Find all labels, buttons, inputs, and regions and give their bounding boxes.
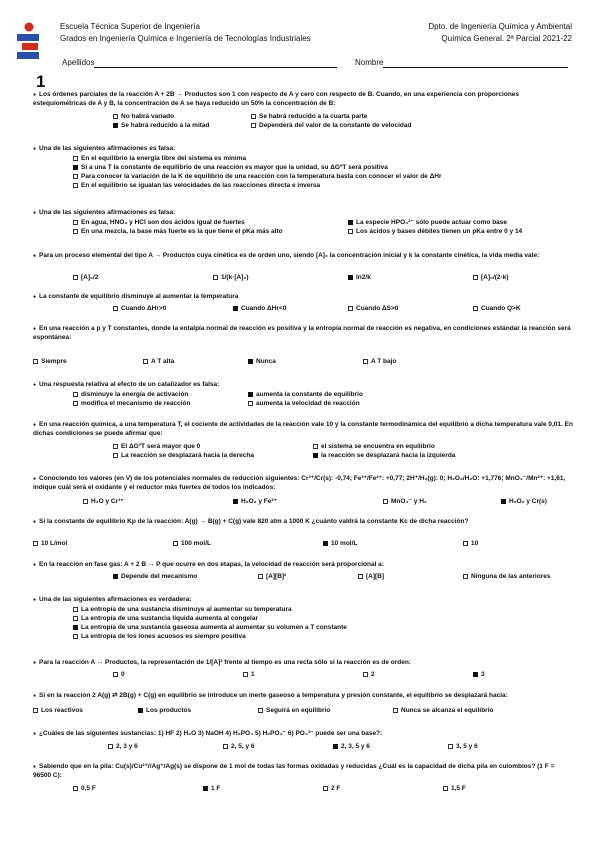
- bullet-icon: ●: [33, 422, 37, 428]
- answer-option[interactable]: [383, 497, 427, 506]
- bullet-icon: ●: [33, 253, 37, 259]
- answer-row: [33, 399, 573, 408]
- answer-option[interactable]: [258, 572, 286, 581]
- answer-option[interactable]: [463, 572, 550, 581]
- answer-label: El ΔGºT será mayor que 0: [121, 443, 201, 450]
- question-4: [33, 252, 573, 261]
- answer-option[interactable]: [73, 218, 245, 227]
- unchecked-box-icon[interactable]: [33, 359, 38, 364]
- answer-label: 1/(k·[A]₀): [221, 274, 249, 281]
- bullet-icon: ●: [33, 660, 37, 666]
- answer-row: [33, 181, 573, 190]
- unchecked-box-icon[interactable]: [113, 444, 118, 449]
- answer-label: Para conocer la variación de la K de equilibrio de una reacción con la temperatura basta con conocer el valor de ΔHr: [81, 173, 442, 180]
- answer-option[interactable]: [358, 572, 384, 581]
- unchecked-box-icon[interactable]: [258, 574, 263, 579]
- question-text: La constante de equilibrio disminuye al aumentar la temperatura: [39, 293, 239, 300]
- answer-label: [A]₀/(2·k): [481, 274, 509, 281]
- answer-option[interactable]: [33, 706, 83, 715]
- answer-label: La especie HPO₄²⁻ sólo puede actuar como base: [356, 219, 508, 226]
- answer-option[interactable]: [113, 670, 125, 679]
- unchecked-box-icon[interactable]: [113, 114, 118, 119]
- answer-options: [33, 742, 573, 751]
- question-7: [33, 381, 573, 390]
- question-text: Si en la reacción 2 A(g) ⇄ 2B(g) + C(g) en equilibrio se introduce un inerte gaseoso a temperatura y presión constante, el equilibrio se desplazará hacia:: [39, 692, 508, 699]
- answer-option[interactable]: [73, 614, 258, 623]
- unchecked-box-icon[interactable]: [73, 229, 78, 234]
- answer-row: [33, 163, 573, 172]
- checked-box-icon[interactable]: [203, 786, 208, 791]
- checked-box-icon[interactable]: [473, 672, 478, 677]
- answer-options: [33, 218, 573, 236]
- answer-row: [33, 605, 573, 614]
- answer-options: [33, 605, 573, 641]
- answer-option[interactable]: [203, 784, 220, 793]
- unchecked-box-icon[interactable]: [113, 306, 118, 311]
- answer-label: aumenta la velocidad de reacción: [256, 400, 360, 407]
- question-13: [33, 659, 573, 668]
- answer-option[interactable]: [233, 304, 286, 313]
- question-text: Para un proceso elemental del tipo A → Productos cuya cinética es de orden uno, siendo [A]₀ la concentración inicial y k la constante cinética, la vida media vale:: [39, 252, 540, 259]
- answer-label: Dependerá del valor de la constante de velocidad: [259, 122, 412, 129]
- answer-label: disminuye la energía de activación: [81, 391, 189, 398]
- answer-option[interactable]: [251, 121, 411, 130]
- unchecked-box-icon[interactable]: [393, 708, 398, 713]
- answer-options: [33, 154, 573, 190]
- unchecked-box-icon[interactable]: [251, 114, 256, 119]
- answer-label: 1,5 F: [451, 785, 466, 792]
- answer-options: [33, 539, 573, 548]
- answer-label: Depende del mecanismo: [121, 573, 198, 580]
- answer-options: [33, 706, 573, 715]
- answer-option[interactable]: [108, 742, 138, 751]
- answer-label: La reacción se desplazará hacia la derecha: [121, 452, 254, 459]
- answer-label: Cuando ΔHr>0: [121, 305, 167, 312]
- checked-box-icon[interactable]: [113, 123, 118, 128]
- answer-option[interactable]: [73, 632, 246, 641]
- unchecked-box-icon[interactable]: [463, 574, 468, 579]
- answer-label: 100 mol/L: [181, 540, 211, 547]
- answer-label: Los reactivos: [41, 707, 83, 714]
- apellidos-field[interactable]: [62, 58, 337, 68]
- unchecked-box-icon[interactable]: [83, 499, 88, 504]
- answer-row: [33, 112, 573, 121]
- answer-option[interactable]: [33, 357, 67, 366]
- answer-option[interactable]: [323, 539, 357, 548]
- question-15: [33, 730, 573, 739]
- question-9: [33, 475, 573, 492]
- nombre-line: [383, 58, 568, 68]
- answer-row: [33, 623, 573, 632]
- answer-option[interactable]: [313, 442, 435, 451]
- question-10: [33, 518, 573, 527]
- bullet-icon: ●: [33, 146, 37, 152]
- answer-label: H₂O₂ y Fe²⁺: [241, 498, 277, 505]
- answer-option[interactable]: [113, 112, 174, 121]
- checked-box-icon[interactable]: [73, 165, 78, 170]
- answer-label: Siempre: [41, 358, 67, 365]
- answer-option[interactable]: [73, 623, 347, 632]
- unchecked-box-icon[interactable]: [73, 401, 78, 406]
- unchecked-box-icon[interactable]: [248, 401, 253, 406]
- answer-option[interactable]: [143, 357, 174, 366]
- answer-option[interactable]: [73, 172, 442, 181]
- question-5: [33, 293, 573, 302]
- question-14: [33, 692, 573, 701]
- checked-box-icon[interactable]: [73, 625, 78, 630]
- bullet-icon: ●: [33, 326, 37, 332]
- unchecked-box-icon[interactable]: [73, 786, 78, 791]
- answer-label: Los productos: [146, 707, 192, 714]
- answer-option[interactable]: [138, 706, 191, 715]
- unchecked-box-icon[interactable]: [243, 672, 248, 677]
- answer-label: No habrá variado: [121, 113, 175, 120]
- answer-label: A T bajo: [371, 358, 397, 365]
- unchecked-box-icon[interactable]: [348, 229, 353, 234]
- answer-option[interactable]: [113, 304, 166, 313]
- answer-option[interactable]: [363, 357, 396, 366]
- question-3: [33, 209, 573, 218]
- answer-option[interactable]: [363, 670, 375, 679]
- answer-options: [33, 670, 573, 679]
- bullet-icon: ●: [33, 519, 37, 525]
- question-16: [33, 763, 573, 780]
- answer-label: La entropía de una sustancia disminuye al aumentar su temperatura: [81, 606, 292, 613]
- department-name: Dpto. de Ingeniería Química y Ambiental: [428, 22, 572, 31]
- answer-label: Cuando Q>K: [481, 305, 521, 312]
- answer-options: [33, 572, 573, 581]
- answer-option[interactable]: [443, 784, 466, 793]
- answer-label: ln2/k: [356, 274, 371, 281]
- answer-option[interactable]: [313, 451, 455, 460]
- bullet-icon: ●: [33, 764, 37, 770]
- answer-option[interactable]: [73, 154, 246, 163]
- question-text: Una de las siguientes afirmaciones es falsa:: [39, 209, 176, 216]
- answer-label: MnO₄⁻ y H₂: [391, 498, 427, 505]
- answer-label: 3: [481, 671, 485, 678]
- answer-option[interactable]: [213, 273, 248, 282]
- answer-label: [A][B]: [366, 573, 385, 580]
- answer-label: modifica el mecanismo de reacción: [81, 400, 191, 407]
- answer-label: Cuando ΔHr<0: [241, 305, 287, 312]
- answer-options: [33, 112, 573, 130]
- answer-row: [33, 304, 573, 313]
- unchecked-box-icon[interactable]: [223, 744, 228, 749]
- answer-label: En el equilibrio la energía libre del sistema es mínima: [81, 155, 247, 162]
- question-text: Si la constante de equilibrio Kp de la reacción: A(g) → B(g) + C(g) vale 820 atm a 1000 K ¿cuánto valdrá la constante Kc de dicha reacción?: [39, 518, 469, 525]
- question-text: ¿Cuáles de las siguientes sustancias: 1) HF 2) H₂O 3) NaOH 4) H₃PO₄ 5) H₂PO₄⁻ 6) PO₄³⁻ puede ser una base?:: [39, 730, 383, 737]
- question-11: [33, 561, 573, 570]
- answer-label: 2, 3, 5 y 6: [341, 743, 370, 750]
- answer-label: Si a una T la constante de equilibrio de una reacción es mayor que la unidad, su ΔGºT será positiva: [81, 164, 388, 171]
- question-12: [33, 596, 573, 605]
- unchecked-box-icon[interactable]: [73, 607, 78, 612]
- question-8: [33, 421, 573, 438]
- checked-box-icon[interactable]: [313, 453, 318, 458]
- bullet-icon: ●: [33, 210, 37, 216]
- school-name: Escuela Técnica Superior de Ingeniería: [60, 22, 200, 31]
- answer-label: En el equilibrio se igualan las velocidades de las reacciones directa e inversa: [81, 182, 321, 189]
- question-text: Sabiendo que en la pila: Cu(s)/Cu²⁺//Ag⁺/Ag(s) se dispone de 1 mol de todas las formas oxidadas y reducidas ¿Cuál es la capacidad de dicha pila en culombios? (1 F = 96500 C):: [33, 763, 555, 779]
- checked-box-icon[interactable]: [323, 541, 328, 546]
- answer-option[interactable]: [73, 390, 188, 399]
- answer-option[interactable]: [73, 784, 96, 793]
- apellidos-line: [94, 58, 337, 68]
- answer-option[interactable]: [233, 497, 277, 506]
- answer-row: [33, 784, 573, 793]
- answer-label: 2: [371, 671, 375, 678]
- answer-row: [33, 442, 573, 451]
- answer-label: Seguirá en equilibrio: [266, 707, 331, 714]
- answer-row: [33, 614, 573, 623]
- checked-box-icon[interactable]: [248, 392, 253, 397]
- unchecked-box-icon[interactable]: [113, 672, 118, 677]
- unchecked-box-icon[interactable]: [143, 359, 148, 364]
- checked-box-icon[interactable]: [138, 708, 143, 713]
- answer-label: aumenta la constante de equilibrio: [256, 391, 363, 398]
- unchecked-box-icon[interactable]: [33, 708, 38, 713]
- answer-option[interactable]: [393, 706, 493, 715]
- answer-label: [A]₀/2: [81, 274, 99, 281]
- answer-option[interactable]: [113, 451, 254, 460]
- question-6: [33, 325, 573, 342]
- answer-option[interactable]: [73, 227, 283, 236]
- answer-label: Ninguna de las anteriores: [471, 573, 551, 580]
- question-text: Para la reacción A → Productos, la representación de 1/[A]² frente al tiempo es una recta sólo si la reacción es de orden:: [39, 659, 411, 666]
- answer-row: [33, 121, 573, 130]
- unchecked-box-icon[interactable]: [448, 744, 453, 749]
- answer-option[interactable]: [323, 784, 340, 793]
- unchecked-box-icon[interactable]: [173, 541, 178, 546]
- answer-label: [A][B]²: [266, 573, 287, 580]
- unchecked-box-icon[interactable]: [108, 744, 113, 749]
- answer-row: [33, 572, 573, 581]
- unchecked-box-icon[interactable]: [73, 392, 78, 397]
- university-logo: [16, 22, 42, 62]
- answer-option[interactable]: [348, 273, 371, 282]
- answer-label: 10: [471, 540, 479, 547]
- unchecked-box-icon[interactable]: [473, 306, 478, 311]
- bullet-icon: ●: [33, 597, 37, 603]
- answer-label: H₂O₂ y Cr(s): [509, 498, 547, 505]
- unchecked-box-icon[interactable]: [383, 499, 388, 504]
- answer-row: [33, 154, 573, 163]
- answer-label: Cuando ΔS>0: [356, 305, 399, 312]
- bullet-icon: ●: [33, 294, 37, 300]
- question-2: [33, 145, 573, 154]
- answer-row: [33, 706, 573, 715]
- answer-option[interactable]: [448, 742, 478, 751]
- unchecked-box-icon[interactable]: [473, 275, 478, 280]
- checked-box-icon[interactable]: [333, 744, 338, 749]
- nombre-field[interactable]: [355, 58, 568, 68]
- answer-option[interactable]: [113, 121, 210, 130]
- answer-option[interactable]: [258, 706, 330, 715]
- answer-option[interactable]: [248, 399, 360, 408]
- question-text: Una respuesta relativa al efecto de un catalizador es falsa:: [39, 381, 220, 388]
- answer-label: Los ácidos y bases débiles tienen un pKa entre 0 y 14: [356, 228, 523, 235]
- unchecked-box-icon[interactable]: [363, 672, 368, 677]
- answer-option[interactable]: [83, 497, 124, 506]
- question-text: En una reacción a p y T constantes, donde la entalpía normal de reacción es positiva y la entropía normal de reacción es negativa, en condiciones estándar la reacción será espontánea:: [33, 325, 571, 341]
- answer-row: [33, 218, 573, 227]
- unchecked-box-icon[interactable]: [73, 174, 78, 179]
- answer-option[interactable]: [348, 218, 507, 227]
- answer-row: [33, 357, 573, 366]
- answer-options: [33, 304, 573, 313]
- answer-label: 3, 5 y 6: [456, 743, 478, 750]
- answer-label: 10 mol/L: [331, 540, 358, 547]
- answer-options: [33, 357, 573, 366]
- unchecked-box-icon[interactable]: [73, 634, 78, 639]
- bullet-icon: ●: [33, 693, 37, 699]
- checked-box-icon[interactable]: [233, 499, 238, 504]
- answer-label: H₂O y Cr³⁺: [91, 498, 124, 505]
- checked-box-icon[interactable]: [233, 306, 238, 311]
- checked-box-icon[interactable]: [348, 220, 353, 225]
- checked-box-icon[interactable]: [348, 275, 353, 280]
- unchecked-box-icon[interactable]: [73, 220, 78, 225]
- answer-option[interactable]: [248, 357, 276, 366]
- answer-option[interactable]: [248, 390, 363, 399]
- answer-option[interactable]: [333, 742, 370, 751]
- question-text: En la reacción en fase gas: A + 2 B → P que ocurre en dos etapas, la velocidad de reacción será proporcional a:: [39, 561, 384, 568]
- unchecked-box-icon[interactable]: [323, 786, 328, 791]
- checked-box-icon[interactable]: [113, 574, 118, 579]
- answer-label: En una mezcla, la base más fuerte es la que tiene el pKa más alto: [81, 228, 283, 235]
- answer-option[interactable]: [473, 273, 508, 282]
- nombre-label: Nombre: [355, 58, 384, 67]
- answer-option[interactable]: [73, 273, 98, 282]
- answer-row: [33, 390, 573, 399]
- unchecked-box-icon[interactable]: [113, 453, 118, 458]
- unchecked-box-icon[interactable]: [73, 183, 78, 188]
- answer-option[interactable]: [113, 442, 200, 451]
- question-text: Los órdenes parciales de la reacción A + 2B → Productos son 1 con respecto de A y cero con respecto de B. Cuando, en una experiencia con proporciones estequiométricas de A y B, la concentración de A se haya reducido un 50% la concentración de B:: [33, 91, 520, 107]
- bullet-icon: ●: [33, 92, 37, 98]
- bullet-icon: ●: [33, 476, 37, 482]
- answer-option[interactable]: [113, 572, 197, 581]
- answer-label: 1: [251, 671, 255, 678]
- answer-row: [33, 172, 573, 181]
- answer-option[interactable]: [243, 670, 255, 679]
- answer-row: [33, 497, 573, 506]
- answer-label: el sistema se encuentra en equilibrio: [321, 443, 435, 450]
- unchecked-box-icon[interactable]: [251, 123, 256, 128]
- answer-option[interactable]: [251, 112, 367, 121]
- answer-row: [33, 632, 573, 641]
- answer-options: [33, 784, 573, 793]
- exam-title: Química General. 2ª Parcial 2021-22: [441, 34, 572, 43]
- unchecked-box-icon[interactable]: [33, 541, 38, 546]
- degree-names: Grados en Ingeniería Química e Ingeniería de Tecnologías Industriales: [60, 34, 311, 43]
- answer-label: 2, 3 y 6: [116, 743, 138, 750]
- answer-option[interactable]: [473, 304, 521, 313]
- answer-option[interactable]: [348, 304, 398, 313]
- answer-option[interactable]: [173, 539, 211, 548]
- answer-label: A T alta: [151, 358, 175, 365]
- bullet-icon: ●: [33, 382, 37, 388]
- answer-label: la reacción se desplazará hacia la izquierda: [321, 452, 456, 459]
- answer-label: 1 F: [211, 785, 221, 792]
- answer-row: [33, 227, 573, 236]
- unchecked-box-icon[interactable]: [363, 359, 368, 364]
- bullet-icon: ●: [33, 562, 37, 568]
- answer-label: La entropía de una sustancia líquida aumenta al congelar: [81, 615, 258, 622]
- answer-label: Nunca se alcanza el equilibrio: [401, 707, 494, 714]
- checked-box-icon[interactable]: [248, 359, 253, 364]
- answer-label: 10 L/mol: [41, 540, 68, 547]
- answer-option[interactable]: [33, 539, 67, 548]
- unchecked-box-icon[interactable]: [213, 275, 218, 280]
- answer-row: [33, 451, 573, 460]
- question-text: Una de las siguientes afirmaciones es falsa:: [39, 145, 176, 152]
- answer-option[interactable]: [73, 399, 190, 408]
- unchecked-box-icon[interactable]: [258, 708, 263, 713]
- answer-option[interactable]: [348, 227, 522, 236]
- exam-version-number: 1: [36, 72, 46, 91]
- answer-option[interactable]: [73, 163, 388, 172]
- answer-label: En agua, HNO₃ y HCl son dos ácidos igual de fuertes: [81, 219, 245, 226]
- answer-row: [33, 670, 573, 679]
- bullet-icon: ●: [33, 731, 37, 737]
- question-1: [33, 91, 573, 108]
- unchecked-box-icon[interactable]: [358, 574, 363, 579]
- checked-box-icon[interactable]: [501, 499, 506, 504]
- answer-label: La entropía de una sustancia gaseosa aumenta al aumentar su volumen a T constante: [81, 624, 347, 631]
- answer-row: [33, 742, 573, 751]
- answer-label: Nunca: [256, 358, 276, 365]
- unchecked-box-icon[interactable]: [313, 444, 318, 449]
- answer-option[interactable]: [501, 497, 547, 506]
- question-text: Una de las siguientes afirmaciones es verdadera:: [39, 596, 192, 603]
- answer-label: 2 F: [331, 785, 341, 792]
- answer-label: 2, 5, y 6: [231, 743, 255, 750]
- answer-label: Se habrá reducido a la cuarta parte: [259, 113, 368, 120]
- unchecked-box-icon[interactable]: [73, 616, 78, 621]
- answer-label: Se habrá reducido a la mitad: [121, 122, 210, 129]
- answer-option[interactable]: [73, 181, 320, 190]
- answer-label: 0: [121, 671, 125, 678]
- answer-options: [33, 273, 573, 282]
- answer-options: [33, 497, 573, 506]
- unchecked-box-icon[interactable]: [443, 786, 448, 791]
- answer-option[interactable]: [463, 539, 478, 548]
- answer-option[interactable]: [73, 605, 292, 614]
- answer-option[interactable]: [473, 670, 485, 679]
- question-text: Conociendo los valores (en V) de los potenciales normales de reducción siguientes: Cr³⁺/Cr(s): -0,74; Fe³⁺/Fe²⁺: +0,77; 2H⁺/H₂(g): 0; H₂O₂/H₂O: +1,776; MnO₄⁻/Mn²⁺: +1,61, indique cuál será el oxidante y el reductor más fuertes de todos los indicados:: [33, 475, 566, 491]
- answer-row: [33, 539, 573, 548]
- apellidos-label: Apellidos: [62, 58, 95, 67]
- unchecked-box-icon[interactable]: [73, 156, 78, 161]
- answer-label: La entropía de los iones acuosos es siempre positiva: [81, 633, 246, 640]
- answer-options: [33, 390, 573, 408]
- unchecked-box-icon[interactable]: [463, 541, 468, 546]
- answer-options: [33, 442, 573, 460]
- answer-label: 0,5 F: [81, 785, 96, 792]
- question-text: En una reacción química, a una temperatura T, el cociente de actividades de la reacción vale 10 y la constante termodinámica del equilibrio a dicha temperatura vale 0,01. En dichas condiciones se puede afirmar que:: [33, 421, 573, 437]
- answer-option[interactable]: [223, 742, 255, 751]
- unchecked-box-icon[interactable]: [73, 275, 78, 280]
- unchecked-box-icon[interactable]: [348, 306, 353, 311]
- answer-row: [33, 273, 573, 282]
